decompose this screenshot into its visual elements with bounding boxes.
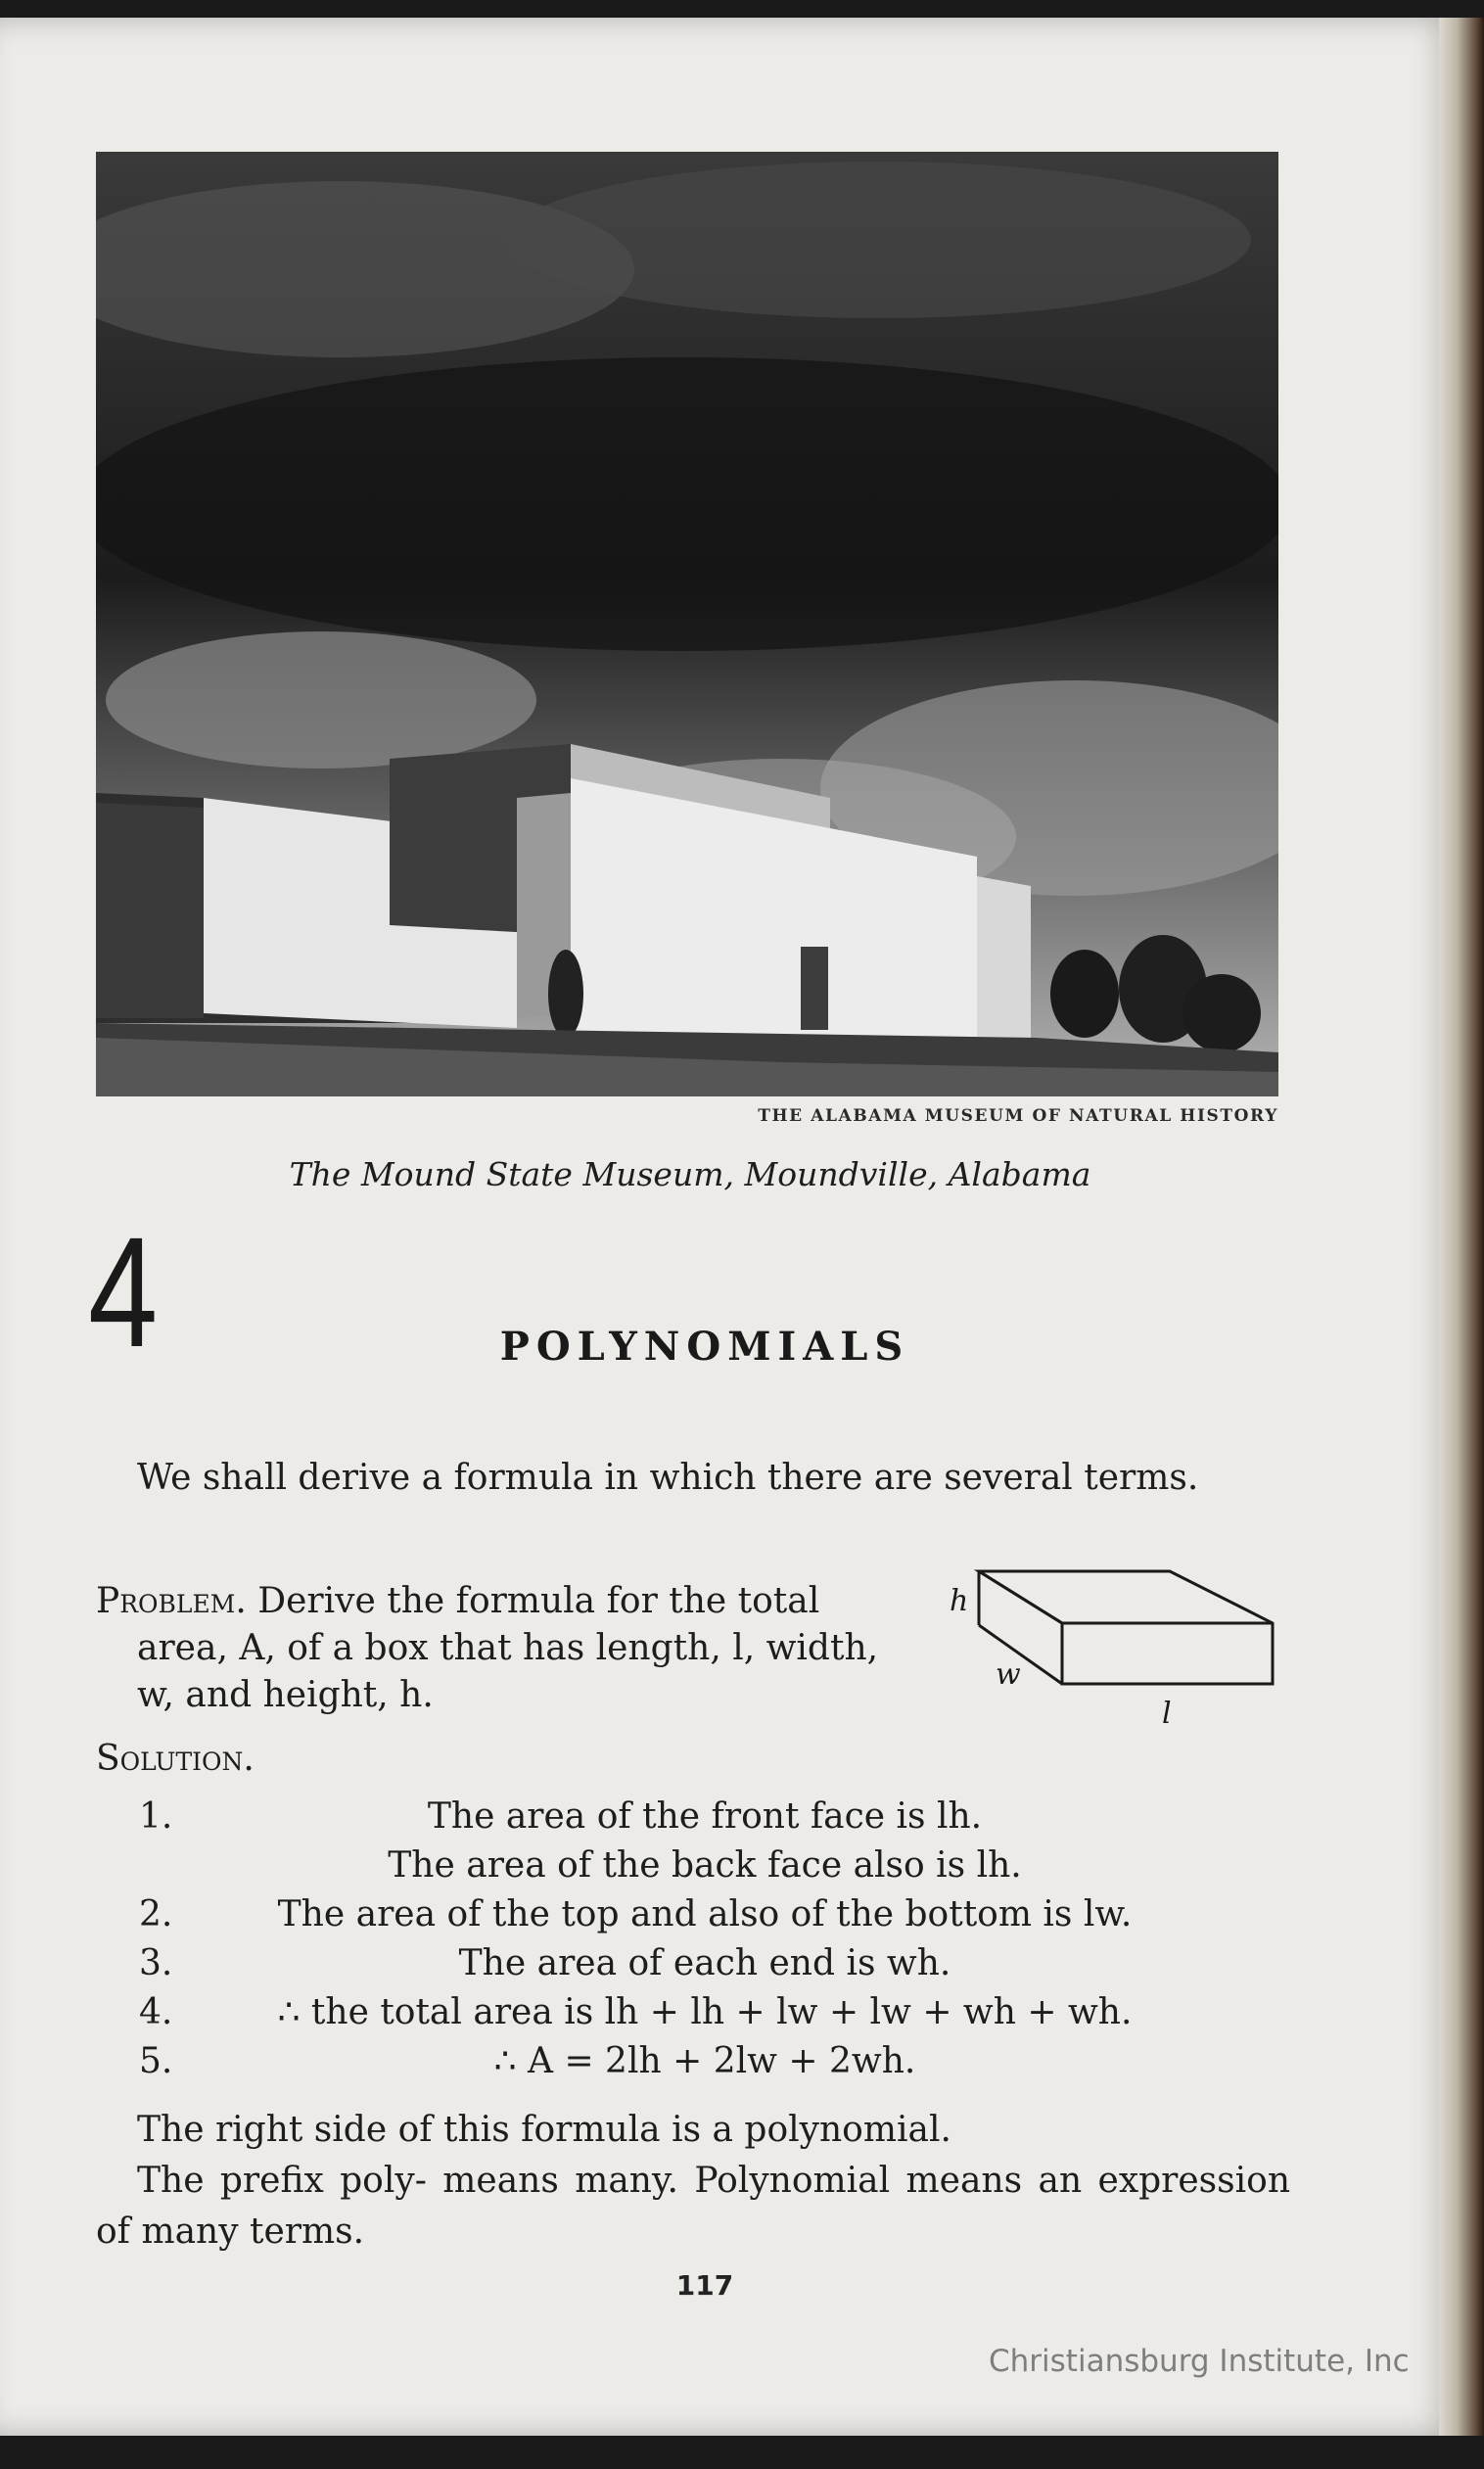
height-label: h (950, 1584, 969, 1618)
solution-step (0, 1845, 1288, 1892)
box-diagram (945, 1557, 1282, 1733)
page-edge (1439, 18, 1484, 2436)
step-text: The area of each end is wh. (458, 1943, 951, 1983)
step-text: The area of the back face also is lh. (388, 1845, 1022, 1886)
step-text: ∴ the total area is lh + lh + lw + lw + wh + wh. (277, 1992, 1133, 2032)
photo-credit: THE ALABAMA MUSEUM OF NATURAL HISTORY (758, 1106, 1278, 1126)
intro-paragraph (96, 1453, 1285, 1504)
step-number: 2. (139, 1894, 173, 1934)
problem-statement (96, 1578, 918, 1719)
closing-line-1: The right side of this formula is a polynomial. (137, 2110, 951, 2150)
chapter-number: 4 (88, 1204, 159, 1379)
page-number: 117 (675, 2269, 734, 2302)
photo-caption: The Mound State Museum, Moundville, Alabama (289, 1155, 1091, 1193)
closing-line-2: The prefix poly- means many. Polynomial means an expression of many terms. (96, 2161, 1290, 2252)
solution-step (0, 1992, 1288, 2039)
solution-step (0, 1796, 1288, 1843)
length-label: l (1162, 1697, 1172, 1731)
closing-paragraph (96, 2105, 1290, 2258)
solution-label: Solution. (96, 1739, 255, 1779)
solution-step (0, 1943, 1288, 1990)
solution-step (0, 1894, 1288, 1941)
solution-step (0, 2041, 1288, 2088)
problem-label: Problem. (96, 1581, 247, 1621)
watermark: Christiansburg Institute, Inc (989, 2344, 1410, 2379)
step-number: 3. (139, 1943, 173, 1983)
problem-text: Derive the formula for the total area, A, of a box that has length, l, width, w, and height, h. (137, 1581, 879, 1715)
museum-photo (96, 152, 1278, 1096)
width-label: w (996, 1657, 1021, 1692)
step-text: The area of the front face is lh. (427, 1796, 983, 1837)
box-outline (979, 1571, 1273, 1684)
step-number: 5. (139, 2041, 173, 2081)
step-number: 1. (139, 1796, 173, 1837)
step-text: The area of the top and also of the bottom is lw. (277, 1894, 1133, 1934)
chapter-title: POLYNOMIALS (499, 1324, 910, 1370)
step-number: 4. (139, 1992, 173, 2032)
step-text: ∴ A = 2lh + 2lw + 2wh. (493, 2041, 916, 2081)
intro-text: We shall derive a formula in which there are several terms. (137, 1458, 1199, 1498)
